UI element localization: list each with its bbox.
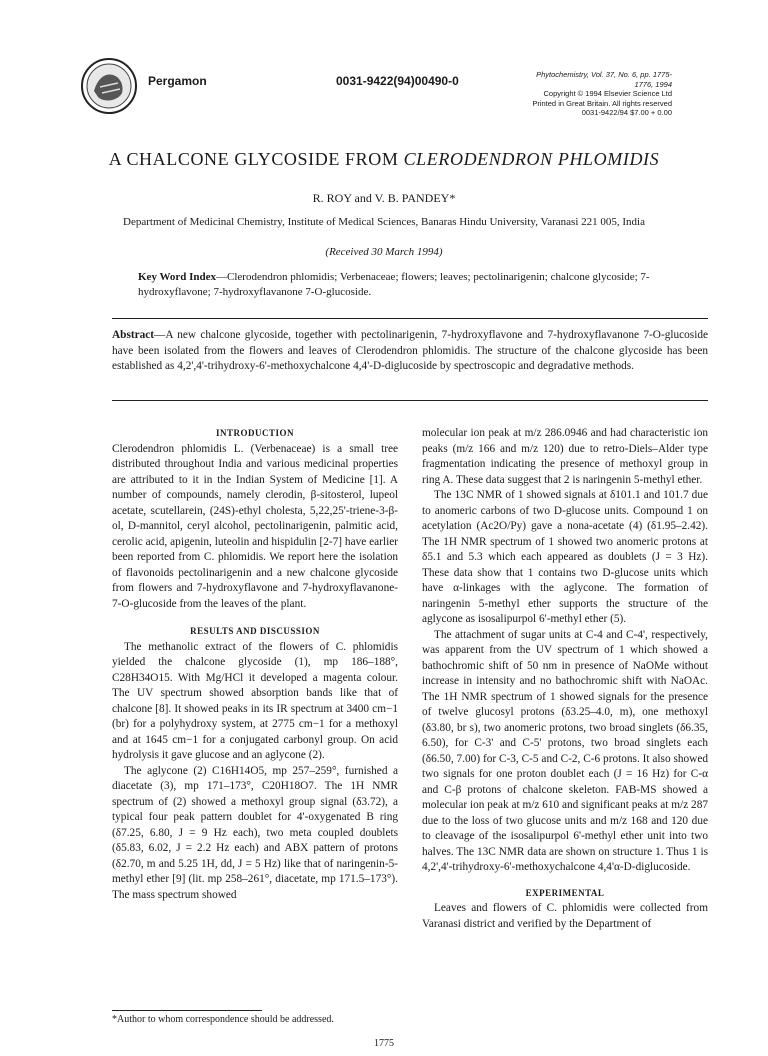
publisher-name: Pergamon — [148, 74, 207, 88]
page-number: 1775 — [374, 1038, 394, 1049]
journal-line: Copyright © 1994 Elsevier Science Ltd — [543, 89, 672, 98]
keywords-text: —Clerodendron phlomidis; Verbenaceae; flowers; leaves; pectolinarigenin; chalcone glycoside; 7-hydroxyflavone; 7-hydroxyflavanone 7-O-glucoside. — [138, 271, 650, 298]
intro-paragraph: Clerodendron phlomidis L. (Verbenaceae) is a small tree distributed throughout India and various medicinal properties are attributed to it in the Indian System of Medicine [1]. A number of compounds, namely clerodin, β-sitosterol, lupeol acetate, scutellarein, (24S)-ethyl cholesta, 5,22,25'-triene-3-β-ol, D-mannitol, ceryl alcohol, pectolinarigenin, palmitic acid, cerolic acid, apigenin, luteolin and hispidulin [2-7] have earlier been reported from C. phlomidis. We report here the isolation of flavonoids pectolinarigenin and a new chalcone glycoside from flowers and 7-hydroxyflavone and 7-hydroxyflavanone-7-O-glucoside from the leaves of the plant. — [112, 442, 398, 610]
section-heading-experimental: EXPERIMENTAL — [525, 887, 605, 898]
journal-line: Printed in Great Britain. All rights reserved — [532, 98, 672, 108]
results-paragraph-4: The 13C NMR of 1 showed signals at δ101.1 and 101.7 due to anomeric carbons of two D-glucose units. Compound 1 on acetylation (Ac2O/Py) gave a nona-acetate (4) (δ1.95–2.42). The 1H NMR spectrum of 1 showed two anomeric protons at δ5.1 and 5.3 which each appeared as doublets (J = 3 Hz). These data show that 1 contains two D-glucose units which have α-linkages with the aglycone. The formation of naringenin 5-methyl ether supports the structure of the aglycone as isosalipurpol 6'-methyl ether (5). — [422, 489, 708, 625]
results-paragraph-3: molecular ion peak at m/z 286.0946 and had characteristic ion peaks (m/z 166 and m/z 120) due to retro-Diels–Alder type fragmentation indicating the presence of methoxyl group in ring A. These data suggest that 2 is naringenin 5-methyl ether. — [422, 427, 708, 486]
authors: R. ROY and V. B. PANDEY* — [312, 191, 456, 205]
title-species: CLERODENDRON PHLOMIDIS — [403, 149, 660, 169]
footnote-rule — [112, 1010, 262, 1011]
results-paragraph-5: The attachment of sugar units at C-4 and C-4', respectively, was apparent from the UV spectrum of 1 which showed a bathochromic shift of 50 nm in presence of NaOMe without increase in intensity and no bathochromic shift with NaOAc. The 1H NMR spectrum of 1 showed signals for the presence of twelve glucosyl protons (δ3.25–4.0, m), one methoxyl (δ3.80, br s), two anomeric protons, two broad singlets (δ6.35, 6.50), for C-3' and C-5' protons, two broad singlets each (δ6.50, 7.00) for C-3, C-5 and C-2, C-6 protons. It also showed two signals for one proton doublet each (J = 16 Hz) for C-α and C-β protons of chalcone skeleton. FAB-MS showed a molecular ion peak at m/z 610 and significant peaks at m/z 287 due to the loss of two glucose units and m/z 168 and 120 due to cleavage of the isosalipurpol 6'-methyl ether unit into two halves. The 13C NMR data are shown on structure 1. Thus 1 is 4,2',4'-trihydroxy-6'-methoxychalcone 4,4'α-D-diglucoside. — [422, 628, 708, 873]
journal-line: 0031-9422/94 $7.00 + 0.00 — [581, 108, 672, 117]
divider — [112, 400, 708, 401]
publisher-logo — [80, 57, 138, 115]
abstract-label: Abstract — [112, 329, 155, 341]
divider — [112, 318, 708, 319]
journal-line: Phytochemistry, Vol. 37, No. 6, pp. 1775-1776, 1994 — [536, 70, 672, 89]
keywords-label: Key Word Index — [138, 271, 217, 283]
keywords — [138, 270, 658, 300]
section-heading-introduction: INTRODUCTION — [215, 428, 294, 438]
article-title — [60, 149, 708, 170]
affiliation: Department of Medicinal Chemistry, Institute of Medical Sciences, Banaras Hindu University, Varanasi 221 005, India — [123, 216, 645, 228]
title-main: A CHALCONE GLYCOSIDE FROM — [108, 149, 404, 169]
left-column — [112, 426, 398, 903]
experimental-paragraph: Leaves and flowers of C. phlomidis were collected from Varanasi district and verified by the Department of — [422, 902, 708, 930]
footnote: *Author to whom correspondence should be addressed. — [112, 1014, 334, 1025]
article-code: 0031-9422(94)00490-0 — [336, 74, 459, 88]
results-paragraph-1: The methanolic extract of the flowers of C. phlomidis yielded the chalcone glycoside (1), mp 186–188°, C28H34O15. With Mg/HCl it developed a magenta colour. The UV spectrum showed absorption bands like that of chalcone [8]. It showed peaks in its IR spectrum at 3400 cm−1 (br) for a polyhydroxy system, at 2775 cm−1 for a methoxyl and at 1645 cm−1 for a conjugated carbonyl group. On acid hydrolysis it gave glucose and an aglycone (2). — [112, 640, 398, 761]
received-date: (Received 30 March 1994) — [325, 246, 443, 258]
abstract-text: —A new chalcone glycoside, together with pectolinarigenin, 7-hydroxyflavone and 7-hydroxyflavanone 7-O-glucoside have been isolated from the flowers and leaves of Clerodendron phlomidis. The structure of the chalcone glycoside has been established as 4,2',4'-trihydroxy-6'-methoxychalcone 4,4'-D-diglucoside by spectroscopic and degradative methods. — [112, 329, 708, 373]
section-heading-results: RESULTS AND DISCUSSION — [190, 626, 320, 636]
results-paragraph-2: The aglycone (2) C16H14O5, mp 257–259°, furnished a diacetate (3), mp 171–173°, C20H18O7. The 1H NMR spectrum of (2) showed a methoxyl group signal (δ3.72), a typical four peak pattern doublet for 4'-oxygenated B ring (δ7.25, 6.80, J = 9 Hz each), two meta coupled doublets (δ5.83, 6.02, J = 2.2 Hz each) and ABX pattern of protons (δ2.70, m and 5.25 1H, dd, J = 5 Hz) like that of naringenin-5-methyl ether [9] (lit. mp 258–261°, diacetate, mp 171.5–173°). The mass spectrum showed — [112, 764, 398, 901]
right-column — [422, 426, 708, 932]
abstract — [112, 328, 708, 375]
journal-info — [520, 70, 672, 118]
